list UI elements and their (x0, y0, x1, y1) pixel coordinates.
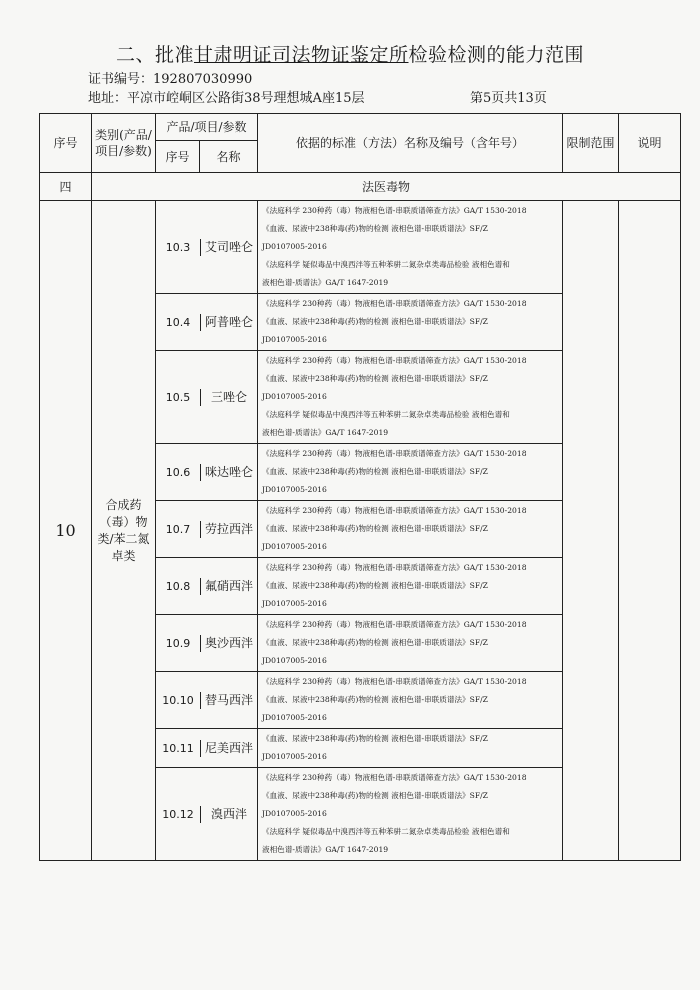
note-cell (619, 201, 681, 861)
page-title: 二、批准甘肃明证司法物证鉴定所检验检测的能力范围 (115, 44, 585, 66)
table-row: 10.8 氟硝西泮 《法庭科学 230种药（毒）物液相色谱-串联质谱筛查方法》GA/T 1530-2018 《血液、尿液中238种毒(药)物的检测 液相色谱-串联质谱法》SF/Z JD0107005-2016 (40, 558, 681, 615)
capability-table (39, 113, 681, 861)
standard-cell: 《血液、尿液中238种毒(药)物的检测 液相色谱-串联质谱法》SF/Z JD0107005-2016 (258, 729, 563, 768)
standard-cell: 《法庭科学 230种药（毒）物液相色谱-串联质谱筛查方法》GA/T 1530-2018 《血液、尿液中238种毒(药)物的检测 液相色谱-串联质谱法》SF/Z JD0107005-2016 《法庭科学 疑似毒品中溴西泮等五种苯骈二氮杂卓类毒品检验 液相色谱和 液相色谱-质谱法》GA/T 1647-2019 (258, 768, 563, 861)
header-group: 产品/项目/参数 (156, 114, 258, 141)
group-category: 合成药（毒）物类/苯二氮卓类 (92, 201, 156, 861)
certificate-number: 证书编号：192807030990 (88, 72, 253, 87)
header-sub-seq: 序号 (156, 141, 200, 173)
page-info: 第5页共13页 (470, 91, 547, 106)
header-note: 说明 (619, 114, 681, 173)
table-row: 10.7 劳拉西泮 《法庭科学 230种药（毒）物液相色谱-串联质谱筛查方法》GA/T 1530-2018 《血液、尿液中238种毒(药)物的检测 液相色谱-串联质谱法》SF/Z JD0107005-2016 (40, 501, 681, 558)
group-seq: 10 (40, 201, 92, 861)
table-row: 10.6 咪达唑仑 《法庭科学 230种药（毒）物液相色谱-串联质谱筛查方法》GA/T 1530-2018 《血液、尿液中238种毒(药)物的检测 液相色谱-串联质谱法》SF/Z JD0107005-2016 (40, 444, 681, 501)
standard-cell: 《法庭科学 230种药（毒）物液相色谱-串联质谱筛查方法》GA/T 1530-2018 《血液、尿液中238种毒(药)物的检测 液相色谱-串联质谱法》SF/Z JD0107005-2016 (258, 558, 563, 615)
standard-cell: 《法庭科学 230种药（毒）物液相色谱-串联质谱筛查方法》GA/T 1530-2018 《血液、尿液中238种毒(药)物的检测 液相色谱-串联质谱法》SF/Z JD0107005-2016 (258, 672, 563, 729)
standard-cell: 《法庭科学 230种药（毒）物液相色谱-串联质谱筛查方法》GA/T 1530-2018 《血液、尿液中238种毒(药)物的检测 液相色谱-串联质谱法》SF/Z JD0107005-2016 《法庭科学 疑似毒品中溴西泮等五种苯骈二氮杂卓类毒品检验 液相色谱和 液相色谱-质谱法》GA/T 1647-2019 (258, 351, 563, 444)
standard-cell: 《法庭科学 230种药（毒）物液相色谱-串联质谱筛查方法》GA/T 1530-2018 《血液、尿液中238种毒(药)物的检测 液相色谱-串联质谱法》SF/Z JD0107005-2016 《法庭科学 疑似毒品中溴西泮等五种苯骈二氮杂卓类毒品检验 液相色谱和 液相色谱-质谱法》GA/T 1647-2019 (258, 201, 563, 294)
table-row: 10 合成药（毒）物类/苯二氮卓类 10.3 艾司唑仑 《法庭科学 230种药（毒）物液相色谱-串联质谱筛查方法》GA/T 1530-2018 《血液、尿液中238种毒(药)物的检测 液相色谱-串联质谱法》SF/Z JD0107005-2016 《法庭科学 疑似毒品中溴西泮等五种苯骈二氮杂卓类毒品检验 液相色谱和 液相色谱-质谱法》GA/T 1647-2019 (40, 201, 681, 294)
section-no: 四 (40, 173, 92, 201)
header-limit: 限制范围 (563, 114, 619, 173)
table-row: 10.9 奥沙西泮 《法庭科学 230种药（毒）物液相色谱-串联质谱筛查方法》GA/T 1530-2018 《血液、尿液中238种毒(药)物的检测 液相色谱-串联质谱法》SF/Z JD0107005-2016 (40, 615, 681, 672)
lab-name: 甘肃明证司法物证鉴定所 (193, 44, 409, 66)
table-row: 10.12 溴西泮 《法庭科学 230种药（毒）物液相色谱-串联质谱筛查方法》GA/T 1530-2018 《血液、尿液中238种毒(药)物的检测 液相色谱-串联质谱法》SF/Z JD0107005-2016 《法庭科学 疑似毒品中溴西泮等五种苯骈二氮杂卓类毒品检验 液相色谱和 液相色谱-质谱法》GA/T 1647-2019 (40, 768, 681, 861)
header-seq: 序号 (40, 114, 92, 173)
standard-cell: 《法庭科学 230种药（毒）物液相色谱-串联质谱筛查方法》GA/T 1530-2018 《血液、尿液中238种毒(药)物的检测 液相色谱-串联质谱法》SF/Z JD0107005-2016 (258, 615, 563, 672)
table-row: 10.11 尼美西泮 《血液、尿液中238种毒(药)物的检测 液相色谱-串联质谱法》SF/Z JD0107005-2016 (40, 729, 681, 768)
standard-cell: 《法庭科学 230种药（毒）物液相色谱-串联质谱筛查方法》GA/T 1530-2018 《血液、尿液中238种毒(药)物的检测 液相色谱-串联质谱法》SF/Z JD0107005-2016 (258, 294, 563, 351)
address: 地址：平凉市崆峒区公路街38号理想城A座15层 (88, 91, 365, 106)
table-row: 10.5 三唑仑 《法庭科学 230种药（毒）物液相色谱-串联质谱筛查方法》GA/T 1530-2018 《血液、尿液中238种毒(药)物的检测 液相色谱-串联质谱法》SF/Z JD0107005-2016 《法庭科学 疑似毒品中溴西泮等五种苯骈二氮杂卓类毒品检验 液相色谱和 液相色谱-质谱法》GA/T 1647-2019 (40, 351, 681, 444)
table-row: 10.4 阿普唑仑 《法庭科学 230种药（毒）物液相色谱-串联质谱筛查方法》GA/T 1530-2018 《血液、尿液中238种毒(药)物的检测 液相色谱-串联质谱法》SF/Z JD0107005-2016 (40, 294, 681, 351)
section-name: 法医毒物 (92, 173, 681, 201)
standard-cell: 《法庭科学 230种药（毒）物液相色谱-串联质谱筛查方法》GA/T 1530-2018 《血液、尿液中238种毒(药)物的检测 液相色谱-串联质谱法》SF/Z JD0107005-2016 (258, 444, 563, 501)
header-category: 类别(产品/项目/参数) (92, 114, 156, 173)
table-row: 10.10 替马西泮 《法庭科学 230种药（毒）物液相色谱-串联质谱筛查方法》GA/T 1530-2018 《血液、尿液中238种毒(药)物的检测 液相色谱-串联质谱法》SF/Z JD0107005-2016 (40, 672, 681, 729)
limit-cell (563, 201, 619, 861)
standard-cell: 《法庭科学 230种药（毒）物液相色谱-串联质谱筛查方法》GA/T 1530-2018 《血液、尿液中238种毒(药)物的检测 液相色谱-串联质谱法》SF/Z JD0107005-2016 (258, 501, 563, 558)
header-standard: 依据的标准（方法）名称及编号（含年号） (258, 114, 563, 173)
header-name: 名称 (200, 141, 258, 173)
